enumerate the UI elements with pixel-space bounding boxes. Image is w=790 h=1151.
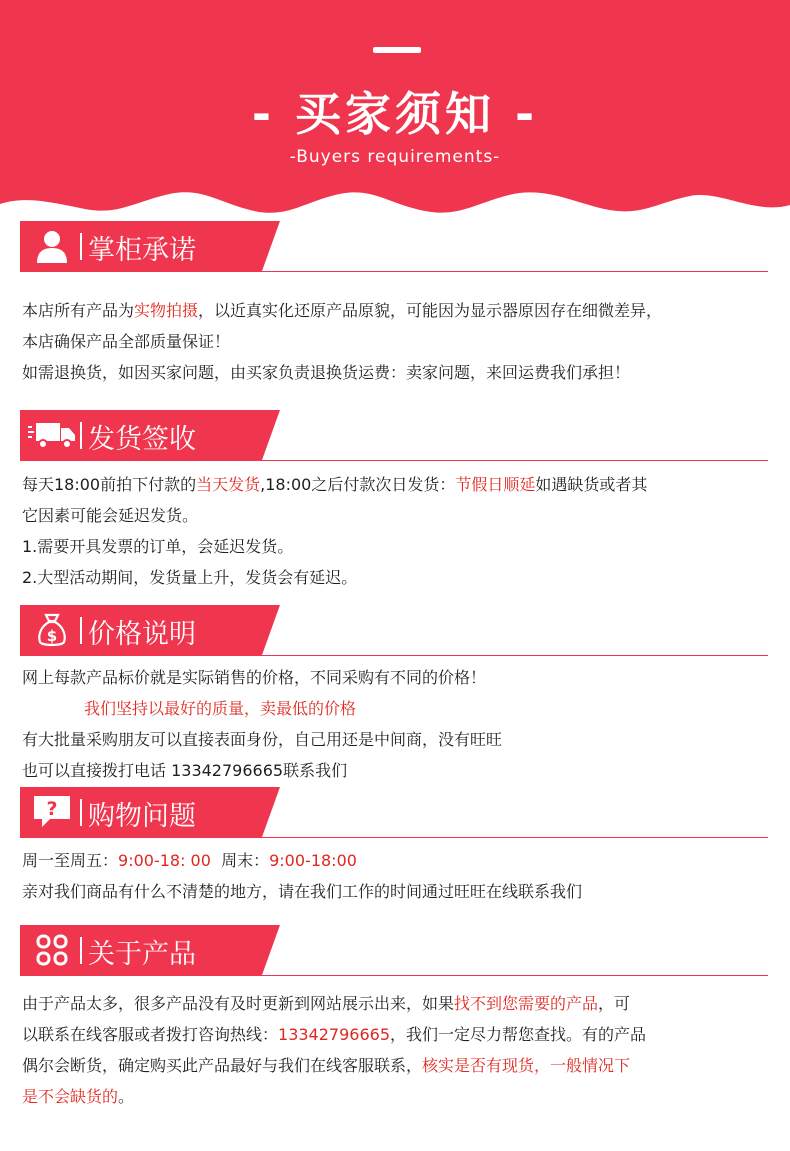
- section-header-promise: [20, 221, 768, 273]
- section-header-shopping: [20, 787, 768, 839]
- clover-icon: [28, 931, 76, 969]
- text-line: 周一至周五：9:00-18: 00 周末：9:00-18:00: [22, 851, 357, 870]
- section-header-shipping: [20, 410, 768, 462]
- section-title: 关于产品: [88, 939, 196, 970]
- section-title: 发货签收: [88, 424, 196, 455]
- text-line: 它因素可能会延迟发货。: [22, 506, 199, 525]
- section-body-shopping: [22, 845, 774, 907]
- text-line: 本店确保产品全部质量保证！: [22, 332, 231, 351]
- user-icon: [28, 227, 76, 265]
- question-icon: [28, 793, 76, 831]
- section-header-price: [20, 605, 768, 657]
- text-line: 是不会缺货的。: [22, 1087, 135, 1106]
- text-line: 网上每款产品标价就是实际销售的价格，不同采购有不同的价格！: [22, 668, 487, 687]
- text-line: 以联系在线客服或者拨打咨询热线：13342796665，我们一定尽力帮您查找。有的产品: [22, 1025, 647, 1044]
- text-line: 偶尔会断货，确定购买此产品最好与我们在线客服联系，核实是否有现货，一般情况下: [22, 1056, 631, 1075]
- text-line: 2.大型活动期间，发货量上升，发货会有延迟。: [22, 568, 358, 587]
- page-subtitle: -Buyers requirements-: [289, 147, 501, 167]
- page-title: - 买家须知 -: [251, 87, 539, 141]
- text-line: 我们坚持以最好的质量，卖最低的价格: [84, 699, 357, 718]
- text-line: 也可以直接拨打电话 13342796665联系我们: [22, 761, 348, 780]
- money-bag-icon: [28, 611, 76, 649]
- section-title: 价格说明: [88, 619, 196, 650]
- text-line: 由于产品太多，很多产品没有及时更新到网站展示出来，如果找不到您需要的产品，可: [22, 994, 631, 1013]
- banner-decor-bar: [373, 47, 421, 53]
- text-line: 本店所有产品为实物拍摄，以近真实化还原产品原貌，可能因为显示器原因存在细微差异，: [22, 301, 663, 320]
- section-header-about: [20, 925, 768, 977]
- truck-icon: [28, 416, 76, 454]
- section-body-price: [22, 662, 774, 786]
- text-line: 每天18:00前拍下付款的当天发货,18:00之后付款次日发货：节假日顺延如遇缺货或者其: [22, 475, 648, 494]
- section-title: 购物问题: [88, 801, 196, 832]
- text-line: 如需退换货，如因买家问题，由买家负责退换货运费：卖家问题，来回运费我们承担！: [22, 363, 631, 382]
- text-line: 有大批量采购朋友可以直接表面身份，自己用还是中间商，没有旺旺: [22, 730, 503, 749]
- text-line: 亲对我们商品有什么不清楚的地方，请在我们工作的时间通过旺旺在线联系我们: [22, 882, 583, 901]
- header-banner: [0, 0, 790, 220]
- svg-text:$: $: [46, 627, 58, 645]
- svg-text:?: ?: [46, 798, 58, 820]
- section-body-shipping: [22, 469, 774, 593]
- section-title: 掌柜承诺: [88, 235, 196, 266]
- text-line: 1.需要开具发票的订单，会延迟发货。: [22, 537, 294, 556]
- section-body-promise: [22, 295, 774, 388]
- section-body-about: [22, 988, 774, 1112]
